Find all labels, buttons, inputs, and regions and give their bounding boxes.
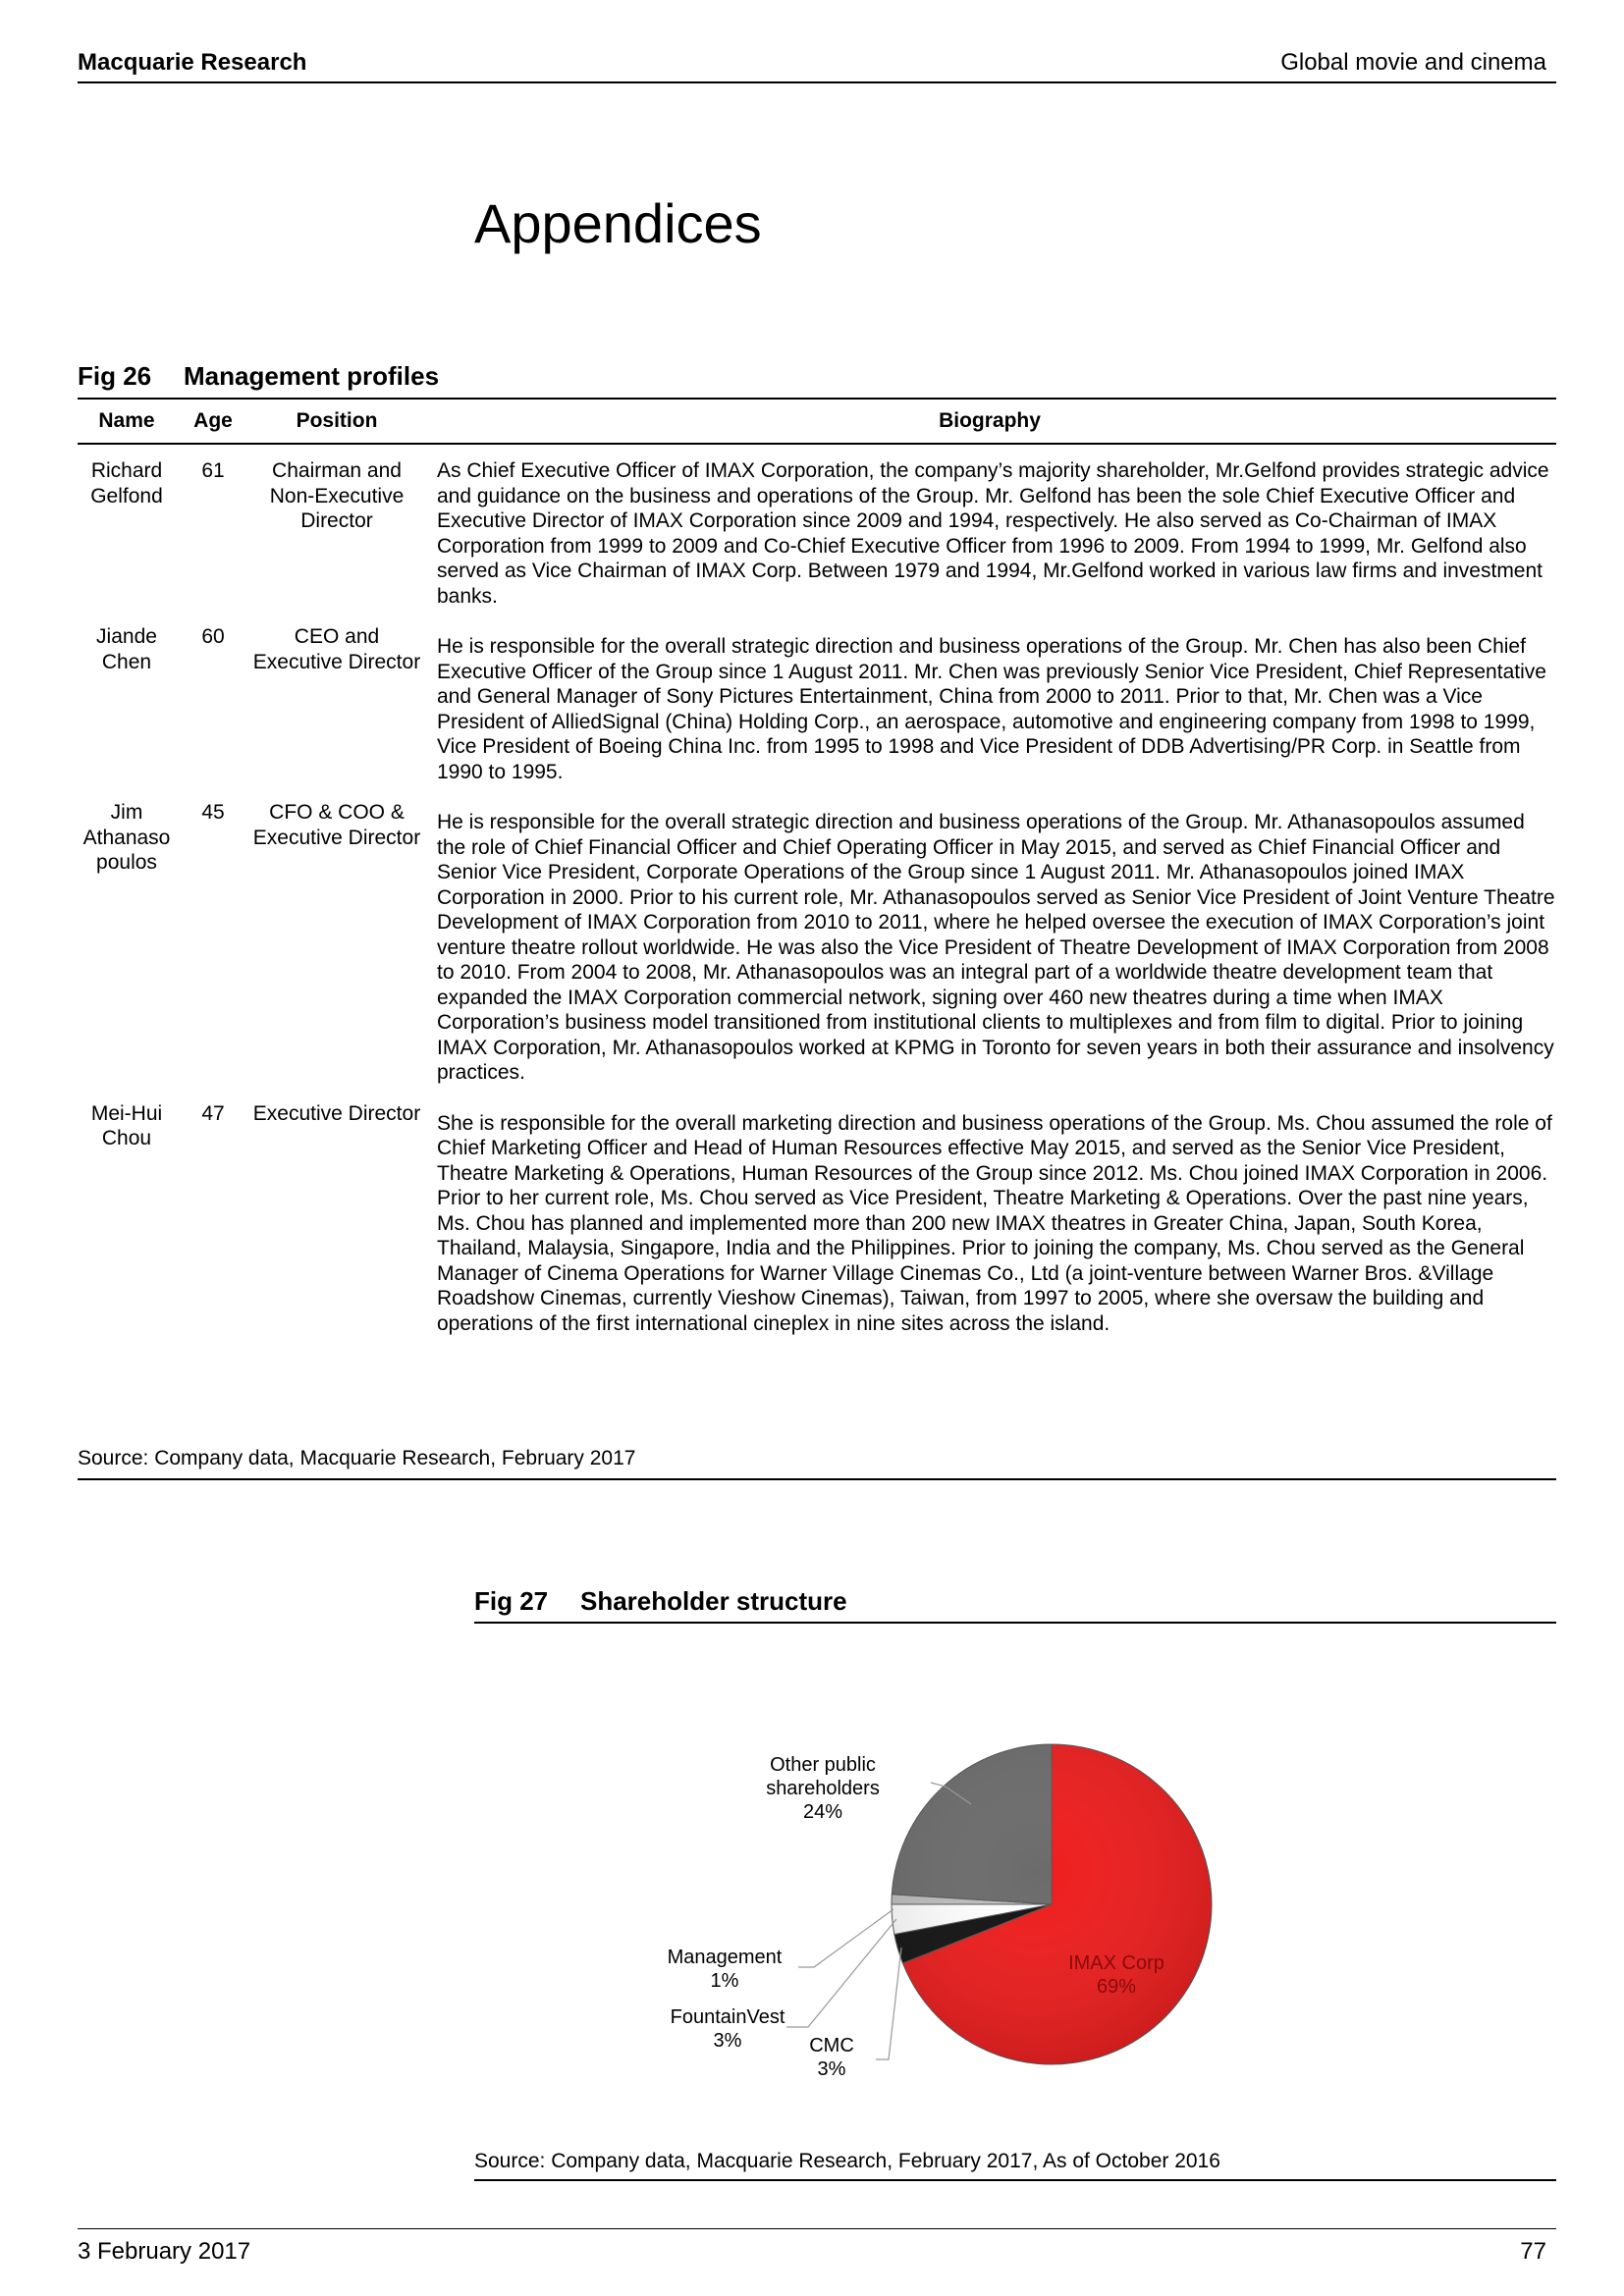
cell-age: 45 xyxy=(201,801,225,824)
label-other-line2: shareholders xyxy=(766,1778,880,1799)
cell-age: 47 xyxy=(201,1101,225,1125)
table-header-row xyxy=(78,399,1556,444)
leader-line-management xyxy=(798,1909,893,1967)
column-header-biography: Biography xyxy=(939,409,1041,432)
cell-age: 61 xyxy=(201,459,225,482)
fig26-caption: Management profiles xyxy=(184,361,440,391)
fig26-bottom-rule xyxy=(78,1478,1556,1480)
cell-name: Richard Gelfond xyxy=(90,459,163,507)
fig27-top-rule xyxy=(474,1622,1556,1624)
shareholder-pie-chart xyxy=(474,1629,1556,2140)
biography-text: As Chief Executive Officer of IMAX Corporation, the company’s majority shareholder, Mr.Gelfond provides strategic advice and guidance on the business and operations of the Group. Mr. Gelfond has been the sole Chief Executive Officer and Executive Director of IMAX Corporation since 2009 and 1994, respectively. He also served as Co-Chairman of IMAX Corporation from 1999 to 2009 and Co-Chief Executive Officer from 1996 to 2009. From 1994 to 1999, Mr. Gelfond also served as Vice Chairman of IMAX Corp. Between 1979 and 1994, Mr.Gelfond worked in various law firms and investment banks. xyxy=(437,459,1549,608)
fig27-caption: Shareholder structure xyxy=(580,1586,847,1616)
footer-divider xyxy=(78,2228,1556,2229)
leader-line-cmc xyxy=(876,1948,901,2059)
cell-biography xyxy=(423,624,1556,800)
table-row xyxy=(78,444,1556,624)
label-imax-value: 69% xyxy=(1096,1976,1137,1998)
cell-biography xyxy=(423,1101,1556,1353)
column-header-age: Age xyxy=(193,409,233,432)
table-row xyxy=(78,800,1556,1101)
biography-text: He is responsible for the overall strategic direction and business operations of the Group. Mr. Chen has also been Chief Executive Officer of the Group since 1 August 2011. Mr. Chen was previously Senior Vice President, Chief Representative and General Manager of Sony Pictures Entertainment, China from 2000 to 2011. Prior to that, Mr. Chen was a Vice President of AlliedSignal (China) Holding Corp., an aerospace, automotive and engineering company from 1998 to 1999, Vice President of Boeing China Inc. from 1995 to 1998 and Vice President of DDB Advertising/PR Corp. in Seattle from 1990 to 1995. xyxy=(437,635,1546,783)
label-cmc: CMC xyxy=(809,2035,854,2056)
section-title: Appendices xyxy=(474,192,762,254)
report-topic: Global movie and cinema xyxy=(1280,49,1546,76)
pie-shading xyxy=(892,1744,1212,2064)
fig27-number: Fig 27 xyxy=(474,1586,549,1616)
column-header-position: Position xyxy=(296,409,378,432)
cell-name: Jiande Chen xyxy=(96,625,157,673)
column-header-name: Name xyxy=(98,409,155,432)
cell-position: Executive Director xyxy=(252,1101,421,1125)
label-cmc-value: 3% xyxy=(817,2058,846,2080)
fig27-bottom-rule xyxy=(474,2179,1556,2181)
cell-position: CEO and Executive Director xyxy=(252,625,421,673)
management-table xyxy=(78,398,1556,1352)
biography-text: He is responsible for the overall strategic direction and business operations of the Group. Mr. Athanasopoulos assumed the role of Chief Financial Officer and Chief Operating Officer in May 2015, and served as Chief Financial Officer and Senior Vice President, Corporate Operations of the Group since 1 August 2011. Mr. Athanasopoulos joined IMAX Corporation in 2000. Prior to his current role, Mr. Athanasopoulos served as Senior Vice President of Joint Venture Theatre Development of IMAX Corporation from 2010 to 2011, where he helped oversee the execution of IMAX Corporation’s joint venture theatre rollout worldwide. He was also the Vice President of Theatre Development of IMAX Corporation from 2008 to 2010. From 2004 to 2008, Mr. Athanasopoulos was an integral part of a worldwide theatre development team that expanded the IMAX Corporation commercial network, signing over 460 new theatres during a time when IMAX Corporation’s business model transitioned from institutional clients to multiplexes and from film to digital. Prior to joining IMAX Corporation, Mr. Athanasopoulos worked at KPMG in Toronto for seven years in both their assurance and insolvency practices. xyxy=(437,811,1555,1084)
leader-line-fountainvest xyxy=(786,1919,896,2027)
label-other-value: 24% xyxy=(802,1801,843,1823)
cell-position: Chairman and Non-Executive Director xyxy=(269,459,405,532)
cell-position: CFO & COO & Executive Director xyxy=(252,801,421,849)
label-management-value: 1% xyxy=(710,1970,739,1992)
report-date: 3 February 2017 xyxy=(78,2238,251,2265)
biography-text: She is responsible for the overall marketing direction and business operations of the Group. Ms. Chou assumed the role of Chief Marketing Officer and Head of Human Resources effective May 2015, and served as the Senior Vice President, Theatre Marketing & Operations, Human Resources of the Group since 2012. Ms. Chou joined IMAX Corporation in 2006. Prior to her current role, Ms. Chou served as Vice President, Theatre Marketing & Operations. Over the past nine years, Ms. Chou has planned and implemented more than 200 new IMAX theatres in Greater China, Japan, South Korea, Thailand, Malaysia, Singapore, India and the Philippines. Prior to joining the company, Ms. Chou served as the General Manager of Cinema Operations for Warner Village Cinemas Co., Ltd (a joint-venture between Warner Bros. &Village Roadshow Cinemas, currently Vieshow Cinemas), Taiwan, from 1997 to 2005, where she oversaw the building and operations of the first international cineplex in nine sites across the island. xyxy=(437,1111,1552,1335)
label-other-line1: Other public xyxy=(770,1754,876,1776)
label-fountainvest-value: 3% xyxy=(713,2030,742,2052)
label-imax: IMAX Corp xyxy=(1068,1952,1164,1974)
cell-name: Mei-Hui Chou xyxy=(90,1101,163,1149)
cell-biography xyxy=(423,444,1556,624)
fig26-title xyxy=(78,361,439,392)
fig26-number: Fig 26 xyxy=(78,361,152,391)
label-fountainvest: FountainVest xyxy=(670,2006,785,2028)
report-brand: Macquarie Research xyxy=(78,49,307,76)
label-management: Management xyxy=(667,1947,783,1968)
fig27-source: Source: Company data, Macquarie Research, February 2017, As of October 2016 xyxy=(474,2150,1220,2172)
cell-age: 60 xyxy=(201,625,225,648)
page-number: 77 xyxy=(1520,2238,1546,2265)
table-row xyxy=(78,1101,1556,1353)
cell-biography xyxy=(423,800,1556,1101)
table-row xyxy=(78,624,1556,800)
header-divider xyxy=(78,81,1556,83)
cell-name: Jim Athanaso poulos xyxy=(82,801,171,874)
fig26-source: Source: Company data, Macquarie Research, February 2017 xyxy=(78,1447,636,1469)
pie-svg xyxy=(474,1629,1556,2140)
fig27-title xyxy=(474,1586,847,1617)
